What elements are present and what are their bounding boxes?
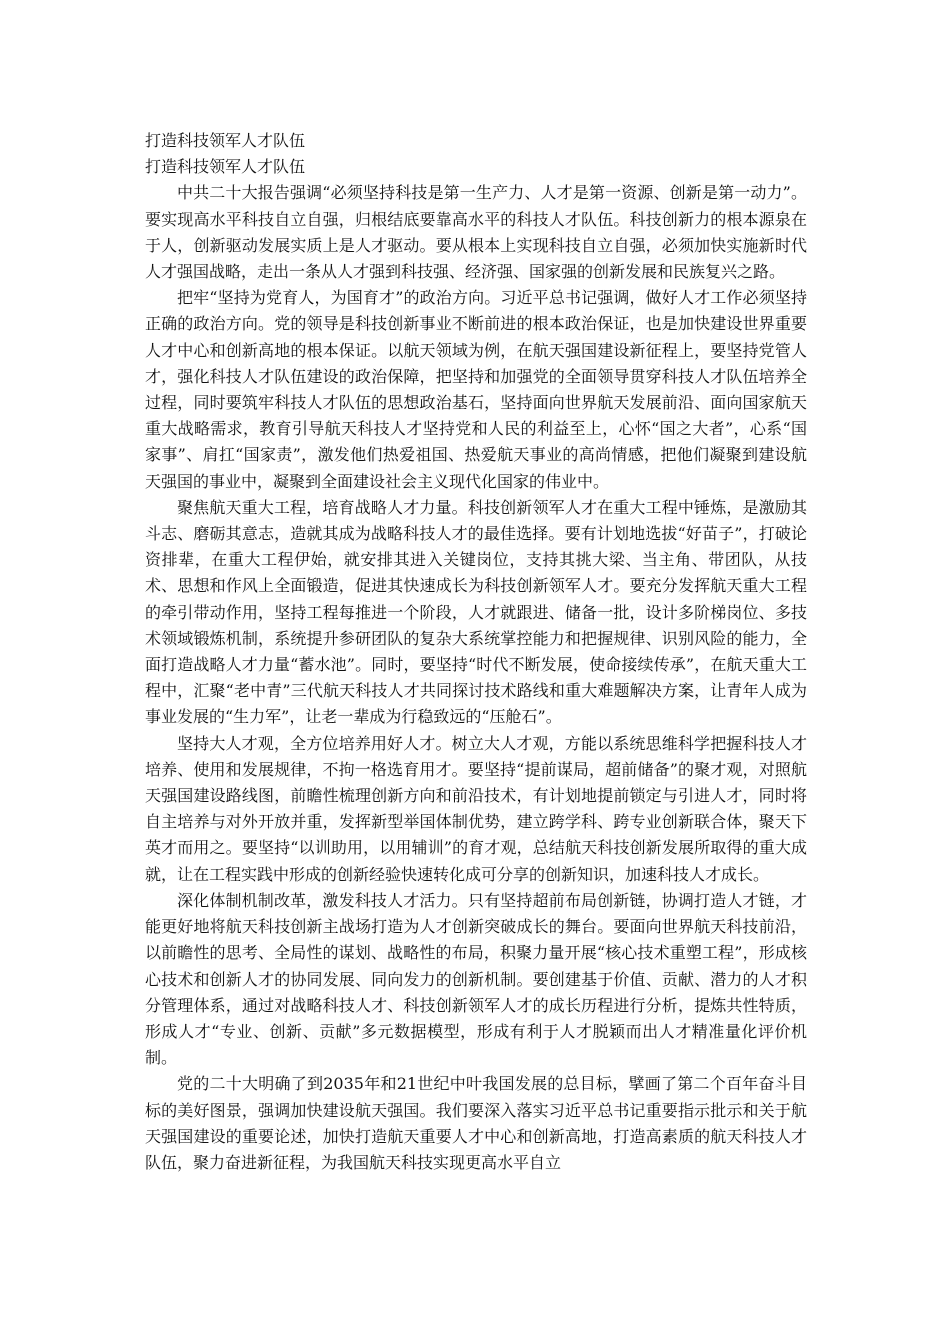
document-body bbox=[145, 128, 807, 1176]
paragraph-intro: 中共二十大报告强调“必须坚持科技是第一生产力、人才是第一资源、创新是第一动力”。要实现高水平科技自立自强，归根结底要靠高水平的科技人才队伍。科技创新力的根本源泉在于人，创新驱动发展实质上是人才驱动。要从根本上实现科技自立自强，必须加快实施新时代人才强国战略，走出一条从人才强到科技强、经济强、国家强的创新发展和民族复兴之路。 bbox=[145, 183, 807, 282]
paragraph-conclusion: 党的二十大明确了到2035年和21世纪中叶我国发展的总目标，擘画了第二个百年奋斗目标的美好图景，强调加快建设航天强国。我们要深入落实习近平总书记重要指示批示和关于航天强国建设的重要论述，加快打造航天重要人才中心和创新高地，打造高素质的航天科技人才队伍，聚力奋进新征程，为我国航天科技实现更高水平自立 bbox=[145, 1074, 807, 1172]
paragraph-major-projects: 聚焦航天重大工程，培育战略人才力量。科技创新领军人才在重大工程中锤炼，是激励其斗志、磨砺其意志，造就其成为战略科技人才的最佳选择。要有计划地选拔“好苗子”，打破论资排辈，在重大工程伊始，就安排其进入关键岗位，支持其挑大梁、当主角、带团队，从技术、思想和作风上全面锻造，促进其快速成长为科技创新领军人才。要充分发挥航天重大工程的牵引带动作用，坚持工程每推进一个阶段，人才就跟进、储备一批，设计多阶梯岗位、多技术领域锻炼机制，系统提升参研团队的复杂大系统掌控能力和把握规律、识别风险的能力，全面打造战略人才力量“蓄水池”。同时，要坚持“时代不断发展，使命接续传承”，在航天重大工程中，汇聚“老中青”三代航天科技人才共同探讨技术路线和重大难题解决方案，让青年人成为事业发展的“生力军”，让老一辈成为行稳致远的“压舱石”。 bbox=[145, 497, 807, 727]
paragraph-institutional-reform: 深化体制机制改革，激发科技人才活力。只有坚持超前布局创新链，协调打造人才链，才能更好地将航天科技创新主战场打造为人才创新突破成长的舞台。要面向世界航天科技前沿，以前瞻性的思考、全局性的谋划、战略性的布局，积聚力量开展“核心技术重塑工程”，形成核心技术和创新人才的协同发展、同向发力的创新机制。要创建基于价值、贡献、潜力的人才积分管理体系，通过对战略科技人才、科技创新领军人才的成长历程进行分析，提炼共性特质，形成人才“专业、创新、贡献”多元数据模型，形成有利于人才脱颖而出人才精准量化评价机制。 bbox=[145, 890, 807, 1068]
paragraph-political-direction: 把牢“坚持为党育人，为国育才”的政治方向。习近平总书记强调，做好人才工作必须坚持正确的政治方向。党的领导是科技创新事业不断前进的根本政治保证，也是加快建设世界重要人才中心和创新高地的根本保证。以航天领域为例，在航天强国建设新征程上，要坚持党管人才，强化科技人才队伍建设的政治保障，把坚持和加强党的全面领导贯穿科技人才队伍培养全过程，同时要筑牢科技人才队伍的思想政治基石，坚持面向世界航天发展前沿、面向国家航天重大战略需求，教育引导航天科技人才坚持党和人民的利益至上，心怀“国之大者”，心系“国家事”、肩扛“国家责”，激发他们热爱祖国、热爱航天事业的高尚情感，把他们凝聚到建设航天强国的事业中，凝聚到全面建设社会主义现代化国家的伟业中。 bbox=[145, 288, 807, 491]
paragraph-talent-view: 坚持大人才观，全方位培养用好人才。树立大人才观，方能以系统思维科学把握科技人才培养、使用和发展规律，不拘一格选育用才。要坚持“提前谋局，超前储备”的聚才观，对照航天强国建设路线图，前瞻性梳理创新方向和前沿技术，有计划地提前锁定与引进人才，同时将自主培养与对外开放并重，发挥新型举国体制优势，建立跨学科、跨专业创新联合体，聚天下英才而用之。要坚持“以训助用，以用辅训”的育才观，总结航天科技创新发展所取得的重大成就，让在工程实践中形成的创新经验快速转化成可分享的创新知识，加速科技人才成长。 bbox=[145, 733, 807, 884]
document-title: 打造科技领军人才队伍 bbox=[145, 131, 306, 150]
document-subtitle: 打造科技领军人才队伍 bbox=[145, 157, 306, 177]
